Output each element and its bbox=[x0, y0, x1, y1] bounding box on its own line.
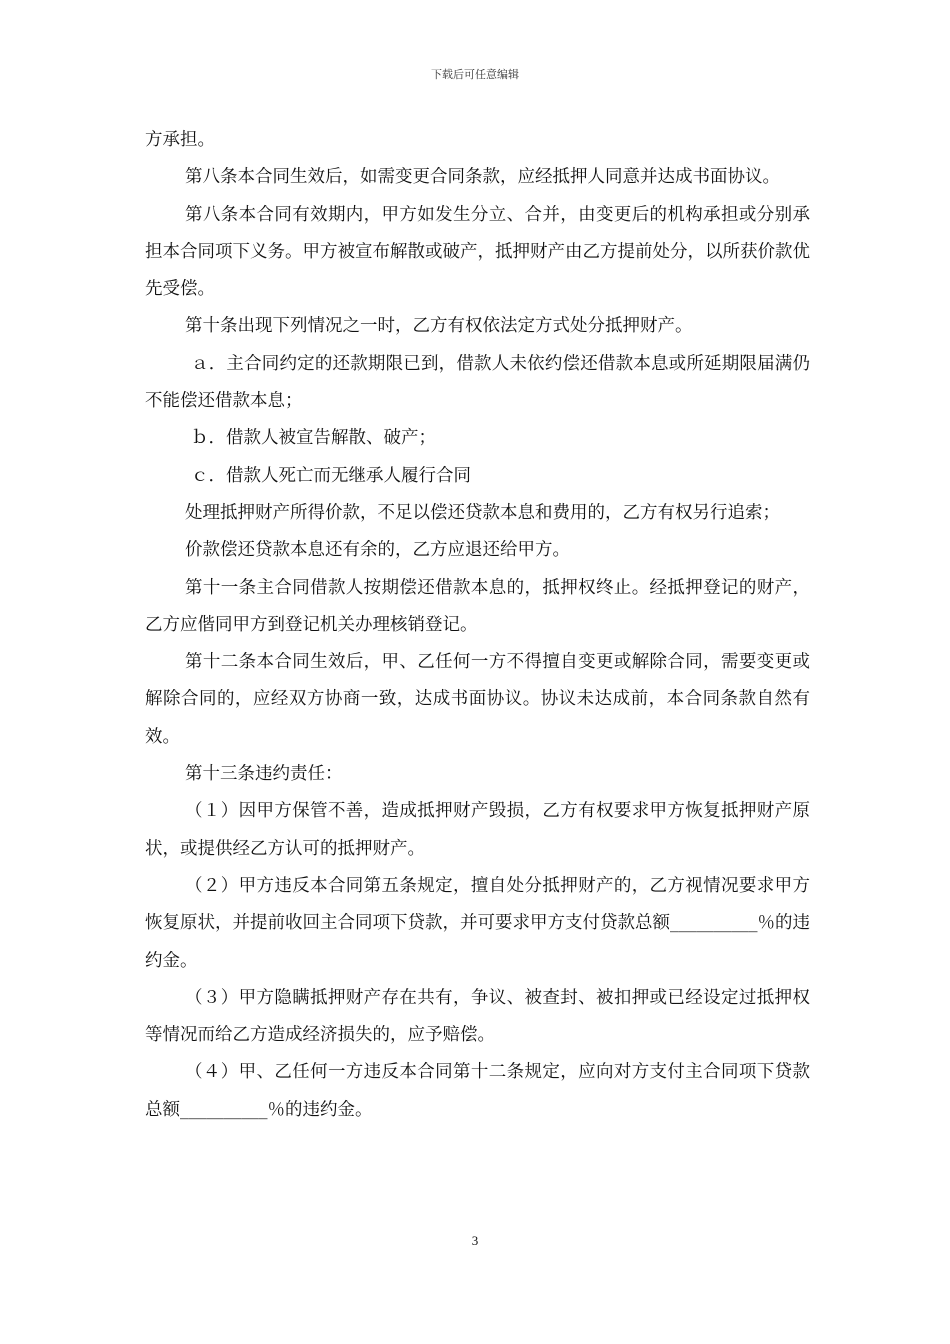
paragraph: 第八条本合同生效后，如需变更合同条款，应经抵押人同意并达成书面协议。 bbox=[185, 167, 780, 188]
document-body bbox=[145, 122, 810, 1129]
paragraph: （３）甲方隐瞒抵押财产存在共有，争议、被查封、被扣押或已经设定过抵押权等情况而给乙方造成经济损失的，应予赔偿。 bbox=[145, 987, 810, 1046]
paragraph: 第八条本合同有效期内，甲方如发生分立、合并，由变更后的机构承担或分别承担本合同项下义务。甲方被宣布解散或破产，抵押财产由乙方提前处分，以所获价款优先受偿。 bbox=[145, 204, 810, 300]
list-item: ｂ．借款人被宣告解散、破产； bbox=[191, 428, 436, 449]
paragraph: 第十条出现下列情况之一时，乙方有权依法定方式处分抵押财产。 bbox=[185, 316, 693, 337]
paragraph: （４）甲、乙任何一方违反本合同第十二条规定，应向对方支付主合同项下贷款总额__________％的违约金。 bbox=[145, 1062, 810, 1120]
paragraph: 第十一条主合同借款人按期偿还借款本息的，抵押权终止。经抵押登记的财产，乙方应偕同甲方到登记机关办理核销登记。 bbox=[145, 577, 810, 635]
page-number: 3 bbox=[471, 1233, 479, 1248]
paragraph: 价款偿还贷款本息还有余的，乙方应退还给甲方。 bbox=[185, 540, 570, 561]
paragraph: （２）甲方违反本合同第五条规定，擅自处分抵押财产的，乙方视情况要求甲方恢复原状，并提前收回主合同项下贷款，并可要求甲方支付贷款总额__________％的违约金。 bbox=[145, 875, 810, 971]
paragraph: （１）因甲方保管不善，造成抵押财产毁损，乙方有权要求甲方恢复抵押财产原状，或提供经乙方认可的抵押财产。 bbox=[145, 801, 810, 859]
section-heading: 第十三条违约责任： bbox=[185, 764, 343, 785]
paragraph: 方承担。 bbox=[145, 130, 215, 150]
paragraph: 处理抵押财产所得价款，不足以偿还贷款本息和费用的，乙方有权另行追索； bbox=[185, 502, 780, 523]
page-header-note: 下载后可任意编辑 bbox=[431, 68, 519, 81]
paragraph: 第十二条本合同生效后，甲、乙任何一方不得擅自变更或解除合同，需要变更或解除合同的，应经双方协商一致，达成书面协议。协议未达成前，本合同条款自然有效。 bbox=[145, 652, 810, 747]
list-item: ａ．主合同约定的还款期限已到，借款人未依约偿还借款本息或所延期限届满仍不能偿还借款本息； bbox=[145, 353, 810, 412]
list-item: ｃ．借款人死亡而无继承人履行合同 bbox=[191, 465, 471, 486]
